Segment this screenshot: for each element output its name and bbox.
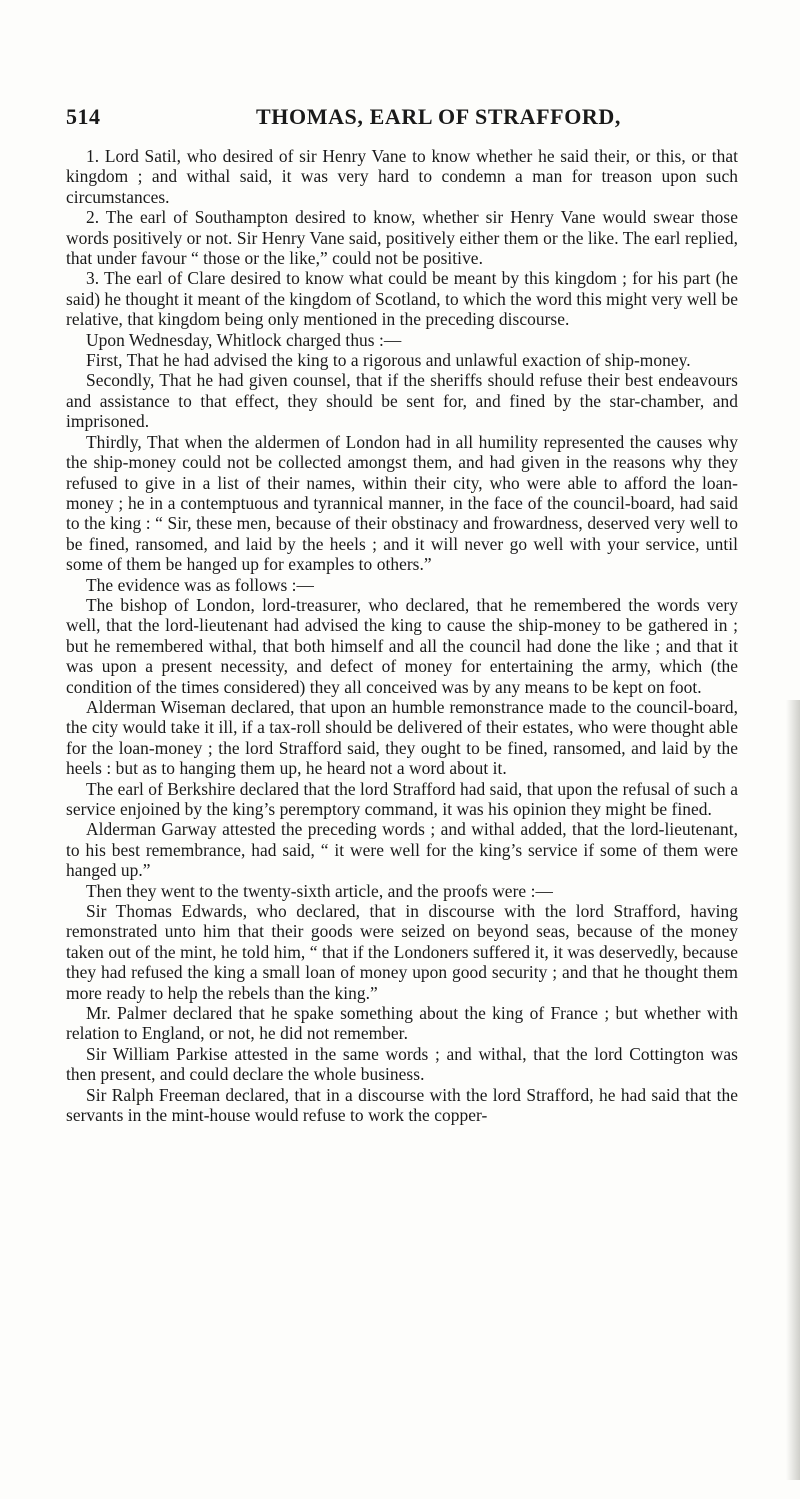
paragraph-11: The earl of Berkshire declared that the lord Strafford had said, that upon the refusal of such a service enjoined by the king’s peremptory command, it was his opinion they might be fined. [66,778,738,819]
paragraph-4: Upon Wednesday, Whitlock charged thus :— [86,329,402,350]
paragraph-2: 2. The earl of Southampton desired to know, whether sir Henry Vane would swear those words positively or not. Sir Henry Vane said, positively either them or the like. The earl replied, that under favour “ those or the like,” could not be positive. [66,207,738,269]
page-number: 514 [66,104,101,129]
paragraph-14: Sir Thomas Edwards, who declared, that in discourse with the lord Strafford, having remonstrated unto him that their goods were seized on beyond seas, because of the money taken out of the mint, he told him, “ that if the Londoners suffered it, it was deservedly, because they had refused the king a small loan of money upon good security ; and that he thought them more ready to help the rebels than the king.” [66,901,738,1003]
paragraph-10: Alderman Wiseman declared, that upon an humble remonstrance made to the council-board, the city would take it ill, if a tax-roll should be delivered of their estates, who were thought able for the loan-money ; the lord Strafford said, they ought to be fined, ransomed, and laid by the heels : but as to hanging them up, he heard not a word about it. [66,696,738,779]
paragraph-12: Alderman Garway attested the preceding words ; and withal added, that the lord-lieutenant, to his best remembrance, had said, “ it were well for the king’s service if some of them were hanged up.” [66,819,738,881]
body-text [66,146,738,1126]
running-head-title: THOMAS, EARL OF STRAFFORD, [256,104,621,129]
paragraph-16: Sir William Parkise attested in the same words ; and withal, that the lord Cottington was then present, and could declare the whole business. [66,1043,738,1085]
paragraph-7: Thirdly, That when the aldermen of London had in all humility represented the causes why the ship-money could not be collected amongst them, and had given in the reasons why they refused to give in a list of their names, within their city, who were able to afford the loan-money ; he in a contemptuous and tyrannical manner, in the face of the council-board, had said to the king : “ Sir, these men, because of their obstinacy and frowardness, deserved very well to be fined, ransomed, and laid by the heels ; and it will never go well with your service, until some of them be hanged up for examples to others.” [66,431,738,575]
paragraph-9: The bishop of London, lord-treasurer, who declared, that he remembered the words very well, that the lord-lieutenant had advised the king to cause the ship-money to be gathered in ; but he remembered withal, that both himself and all the council had done the like ; and that it was upon a present necessity, and defect of money for entertaining the army, which (the condition of the times considered) they all conceived was by any means to be kept on foot. [66,594,738,697]
paragraph-8: The evidence was as follows :— [86,574,314,595]
paragraph-15: Mr. Palmer declared that he spake something about the king of France ; but whether with relation to England, or not, he did not remember. [66,1003,738,1044]
paragraph-6: Secondly, That he had given counsel, that if the sheriffs should refuse their best endeavours and assistance to that effect, they should be sent for, and fined by the star-chamber, and imprisoned. [66,370,738,432]
paragraph-1: 1. Lord Satil, who desired of sir Henry Vane to know whether he said their, or this, or that kingdom ; and withal said, it was very hard to condemn a man for treason upon such circumstances. [66,146,738,207]
paragraph-5: First, That he had advised the king to a rigorous and unlawful exaction of ship-money. [86,350,691,371]
page-edge-shadow [786,700,800,1480]
paragraph-13: Then they went to the twenty-sixth article, and the proofs were :— [86,880,553,901]
running-head [66,104,736,134]
paragraph-17: Sir Ralph Freeman declared, that in a discourse with the lord Strafford, he had said that the servants in the mint-house would refuse to work the copper- [66,1084,738,1126]
paragraph-3: 3. The earl of Clare desired to know what could be meant by this kingdom ; for his part (he said) he thought it meant of the kingdom of Scotland, to which the word this might very well be relative, that kingdom being only mentioned in the preceding discourse. [66,268,738,330]
